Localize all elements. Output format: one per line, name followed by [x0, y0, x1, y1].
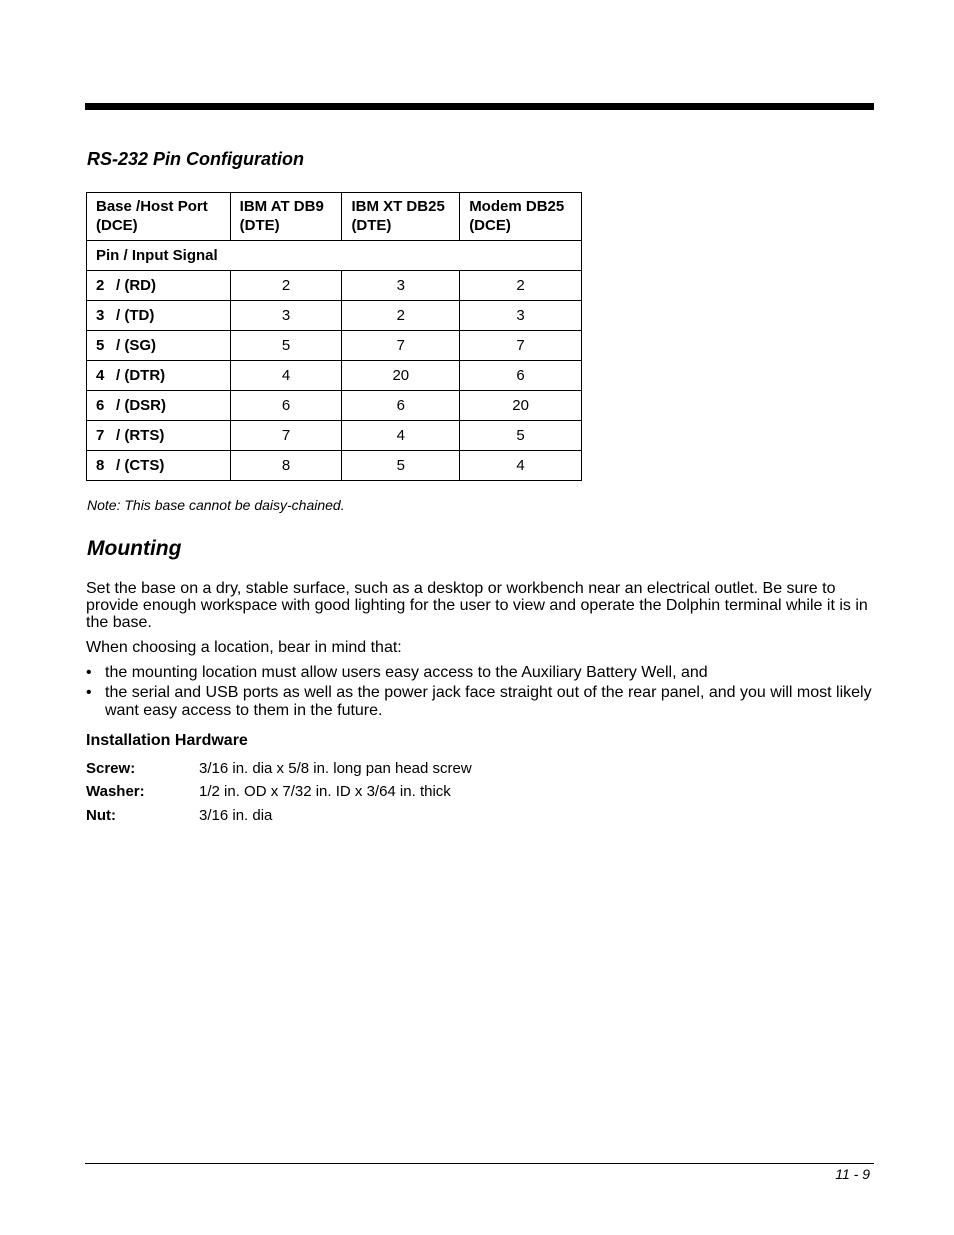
xt-cell: 3	[342, 271, 460, 301]
xt-cell: 5	[342, 451, 460, 481]
table-row	[87, 361, 582, 391]
at-cell: 8	[230, 451, 342, 481]
list-item: • the mounting location must allow users easy access to the Auxiliary Battery Well, and	[86, 664, 708, 681]
pin-config-table	[86, 192, 582, 481]
modem-cell: 20	[460, 391, 582, 421]
mounting-bullet-list	[86, 664, 876, 722]
bullet-icon: •	[86, 664, 92, 681]
header-ibm-at: IBM AT DB9 (DTE)	[230, 193, 342, 241]
table-row	[87, 451, 582, 481]
at-cell: 3	[230, 301, 342, 331]
table-row	[87, 271, 582, 301]
at-cell: 5	[230, 331, 342, 361]
table-note: Note: This base cannot be daisy-chained.	[87, 497, 345, 513]
header-modem: Modem DB25 (DCE)	[460, 193, 582, 241]
table-row	[87, 421, 582, 451]
pin-cell: 3 / (TD)	[87, 301, 231, 331]
table-header-row	[87, 193, 582, 241]
modem-cell: 6	[460, 361, 582, 391]
pin-cell: 6 / (DSR)	[87, 391, 231, 421]
section-title: RS-232 Pin Configuration	[87, 149, 305, 169]
xt-cell: 4	[342, 421, 460, 451]
page-number: 11 - 9	[835, 1166, 870, 1182]
mounting-title: Mounting	[87, 537, 182, 560]
hardware-item-washer: Washer: 1/2 in. OD x 7/32 in. ID x 3/64 in. thick	[86, 783, 451, 800]
at-cell: 6	[230, 391, 342, 421]
xt-cell: 2	[342, 301, 460, 331]
bullet-icon: •	[86, 684, 92, 701]
hardware-title: Installation Hardware	[86, 732, 248, 749]
at-cell: 4	[230, 361, 342, 391]
list-item: • the serial and USB ports as well as the power jack face straight out of the rear panel, and you will most likely want easy access to them in the future.	[86, 684, 872, 719]
modem-cell: 2	[460, 271, 582, 301]
mounting-paragraph: Set the base on a dry, stable surface, such as a desktop or workbench near an electrical outlet. Be sure to provide enough workspace with good lighting for the user to view and operate the Dolphin terminal while it is in the base.	[86, 580, 868, 631]
table-row	[87, 301, 582, 331]
modem-cell: 5	[460, 421, 582, 451]
subheader-pin-signal: Pin / Input Signal	[87, 241, 582, 271]
table-row	[87, 331, 582, 361]
pin-cell: 5 / (SG)	[87, 331, 231, 361]
xt-cell: 20	[342, 361, 460, 391]
xt-cell: 6	[342, 391, 460, 421]
top-rule	[85, 103, 874, 110]
modem-cell: 3	[460, 301, 582, 331]
pin-cell: 2 / (RD)	[87, 271, 231, 301]
hardware-item-screw: Screw: 3/16 in. dia x 5/8 in. long pan head screw	[86, 760, 472, 777]
xt-cell: 7	[342, 331, 460, 361]
table-row	[87, 391, 582, 421]
at-cell: 7	[230, 421, 342, 451]
at-cell: 2	[230, 271, 342, 301]
hardware-item-nut: Nut: 3/16 in. dia	[86, 807, 273, 824]
header-base-host: Base /Host Port (DCE)	[87, 193, 231, 241]
header-ibm-xt: IBM XT DB25 (DTE)	[342, 193, 460, 241]
pin-cell: 8 / (CTS)	[87, 451, 231, 481]
modem-cell: 7	[460, 331, 582, 361]
pin-cell: 7 / (RTS)	[87, 421, 231, 451]
pin-cell: 4 / (DTR)	[87, 361, 231, 391]
bottom-rule	[85, 1163, 874, 1164]
table-subheader-row	[87, 241, 582, 271]
modem-cell: 4	[460, 451, 582, 481]
mounting-intro: When choosing a location, bear in mind that:	[86, 639, 402, 656]
